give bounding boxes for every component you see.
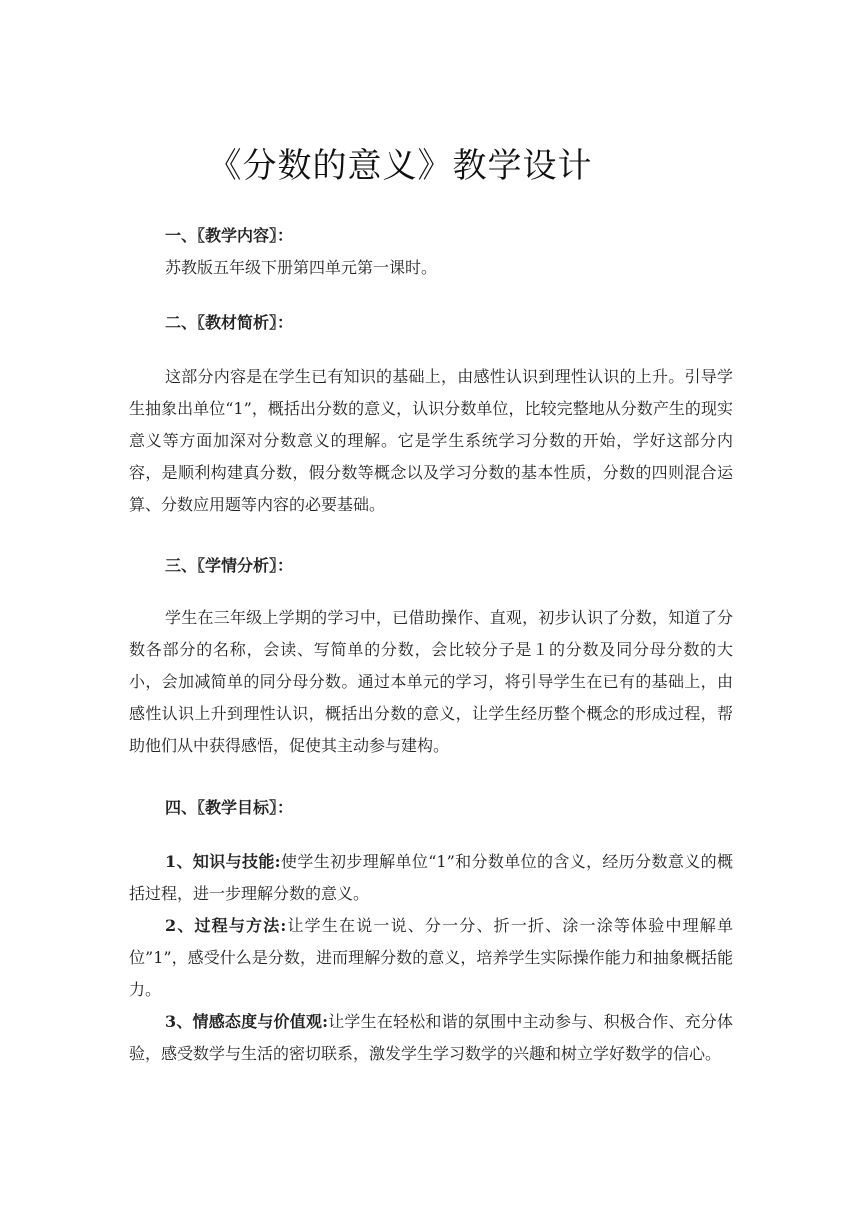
section-paragraph: 学生在三年级上学期的学习中，已借助操作、直观，初步认识了分数，知道了分数各部分的名称，会读、写简单的分数，会比较分子是１的分数及同分母分数的大小，会加减简单的同分母分数。通过本单元的学习，将引导学生在已有的基础上，由感性认识上升到理性认识，概括出分数的意义，让学生经历整个概念的形成过程，帮助他们从中获得感悟，促使其主动参与建构。 bbox=[129, 608, 733, 755]
section-paragraph: 这部分内容是在学生已有知识的基础上，由感性认识到理性认识的上升。引导学生抽象出单位“1”，概括出分数的意义，认识分数单位，比较完整地从分数产生的现实意义等方面加深对分数意义的理解。它是学生系统学习分数的开始，学好这部分内容，是顺利构建真分数，假分数等概念以及学习分数的基本性质，分数的四则混合运算、分数应用题等内容的必要基础。 bbox=[129, 367, 733, 514]
section-material-analysis bbox=[129, 307, 733, 339]
section-text: 苏教版五年级下册第四单元第一课时。 bbox=[165, 258, 438, 277]
goal-item bbox=[129, 846, 733, 910]
goal-text: 让学生在轻松和谐的氛围中主动参与、积极合作、充分体验，感受数学与生活的密切联系，激发学生学习数学的兴趣和树立学好数学的信心。 bbox=[129, 1012, 733, 1063]
section-heading: 三、〖学情分析〗： bbox=[165, 556, 294, 575]
section-teaching-goals bbox=[129, 792, 733, 824]
section-teaching-content bbox=[129, 220, 733, 284]
goal-label: 1、知识与技能: bbox=[165, 852, 281, 871]
section-student-analysis-body bbox=[129, 602, 733, 762]
goal-text: 使学生初步理解单位“1”和分数单位的含义，经历分数意义的概括过程，进一步理解分数的意义。 bbox=[129, 852, 733, 903]
goal-label: 2、过程与方法: bbox=[165, 916, 287, 935]
section-heading: 一、〖教学内容〗： bbox=[165, 226, 294, 245]
goal-item bbox=[129, 1006, 733, 1070]
section-heading: 二、〖教材简析〗： bbox=[165, 313, 294, 332]
document-title: 《分数的意义》教学设计 bbox=[207, 146, 593, 186]
goal-item bbox=[129, 910, 733, 1006]
section-heading: 四、〖教学目标〗： bbox=[165, 798, 294, 817]
section-material-analysis-body bbox=[129, 361, 733, 521]
goal-label: 3、情感态度与价值观: bbox=[165, 1012, 329, 1031]
section-teaching-goals-body bbox=[129, 846, 733, 1070]
section-student-analysis bbox=[129, 550, 733, 582]
goal-text: 让学生在说一说、分一分、折一折、涂一涂等体验中理解单位”1”，感受什么是分数，进而理解分数的意义，培养学生实际操作能力和抽象概括能力。 bbox=[129, 916, 733, 999]
